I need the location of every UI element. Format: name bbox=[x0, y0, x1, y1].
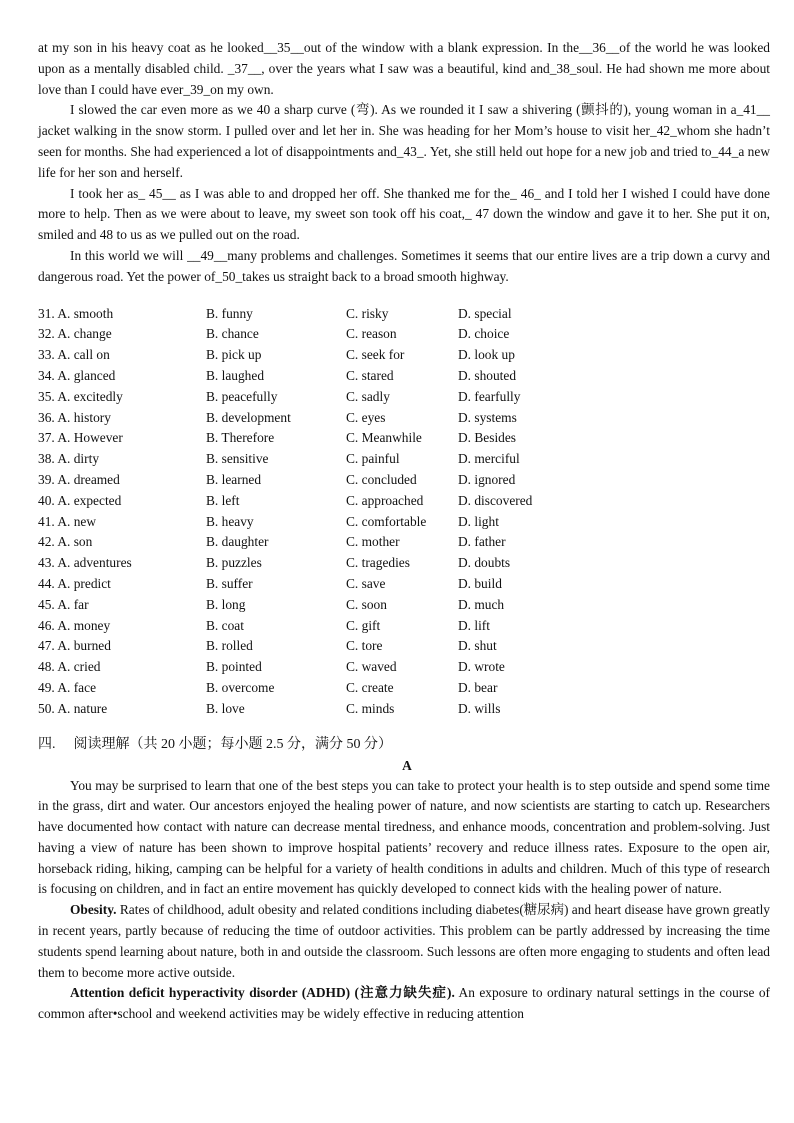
option-d: D. father bbox=[458, 534, 506, 550]
option-row bbox=[38, 532, 770, 553]
option-d: D. wrote bbox=[458, 659, 505, 675]
option-d: D. shut bbox=[458, 638, 497, 654]
reading-paragraph-2 bbox=[38, 900, 770, 983]
option-d: D. merciful bbox=[458, 451, 520, 467]
option-row bbox=[38, 636, 770, 657]
option-a bbox=[38, 657, 206, 678]
option-d: D. build bbox=[458, 575, 502, 591]
adhd-body: An exposure to ordinary natural settings in the course of common after•school and weekend activities may be widely effective in reducing attention bbox=[38, 985, 770, 1022]
option-a bbox=[38, 532, 206, 553]
option-row bbox=[38, 470, 770, 491]
reading-paragraph-3 bbox=[38, 983, 770, 1025]
option-a-text: A. new bbox=[57, 513, 97, 529]
option-d: D. fearfully bbox=[458, 388, 521, 404]
option-a bbox=[38, 345, 206, 366]
option-c: C. sadly bbox=[346, 388, 390, 404]
option-a bbox=[38, 491, 206, 512]
question-number: 48. bbox=[38, 659, 55, 675]
adhd-heading: Attention deficit hyperactivity disorder (ADHD) (注意力缺失症). bbox=[70, 985, 455, 1001]
option-a bbox=[38, 428, 206, 449]
option-a-text: A. excitedly bbox=[57, 388, 123, 404]
option-b: B. heavy bbox=[206, 513, 254, 529]
obesity-body: Rates of childhood, adult obesity and related conditions including diabetes(糖尿病) and heart disease have grown greatly in recent years, partly because of reducing the time of outdoor activities. This problem can be partly addressed by increasing the time students spend learning about nature, both in and outside the classroom. Such lessons are often more engaging to students and often lead them to become more active outside. bbox=[38, 902, 770, 980]
option-b: B. development bbox=[206, 409, 291, 425]
option-a-text: A. dirty bbox=[57, 451, 100, 467]
option-a-text: A. far bbox=[57, 596, 89, 612]
option-a-text: A. expected bbox=[57, 492, 122, 508]
option-c: C. stared bbox=[346, 367, 394, 383]
option-row bbox=[38, 512, 770, 533]
cloze-paragraph-2: I slowed the car even more as we 40 a sharp curve (弯). As we rounded it I saw a shivering (颤抖的), young woman in a_41__ jacket walking in the snow storm. I pulled over and let her in. She was heading for her Mom’s house to visit her_42_whom she hadn’t seen for months. She had experienced a lot of disappointments and_43_. Yet, she still held out hope for a new job and tried to_44_a new life for her son and herself. bbox=[38, 102, 770, 180]
option-c: C. waved bbox=[346, 659, 397, 675]
option-d: D. special bbox=[458, 305, 512, 321]
option-row bbox=[38, 408, 770, 429]
option-row bbox=[38, 304, 770, 325]
option-a bbox=[38, 387, 206, 408]
passage-label: A bbox=[402, 757, 412, 773]
option-row bbox=[38, 491, 770, 512]
option-d: D. look up bbox=[458, 347, 515, 363]
option-b: B. left bbox=[206, 492, 240, 508]
option-c: C. tragedies bbox=[346, 555, 410, 571]
option-a-text: A. call on bbox=[57, 347, 110, 363]
option-c: C. mother bbox=[346, 534, 400, 550]
option-b: B. peacefully bbox=[206, 388, 278, 404]
option-row bbox=[38, 657, 770, 678]
section-heading bbox=[38, 734, 770, 756]
option-a bbox=[38, 408, 206, 429]
option-c: C. concluded bbox=[346, 471, 417, 487]
option-a-text: A. son bbox=[57, 534, 93, 550]
option-c: C. eyes bbox=[346, 409, 386, 425]
question-number: 47. bbox=[38, 638, 55, 654]
option-a-text: A. adventures bbox=[57, 555, 132, 571]
option-a bbox=[38, 324, 206, 345]
option-a-text: A. glanced bbox=[57, 367, 116, 383]
option-a-text: A. dreamed bbox=[57, 471, 120, 487]
option-b: B. daughter bbox=[206, 534, 269, 550]
option-row bbox=[38, 553, 770, 574]
option-c: C. Meanwhile bbox=[346, 430, 422, 446]
option-c: C. seek for bbox=[346, 347, 405, 363]
option-b: B. laughed bbox=[206, 367, 265, 383]
question-number: 35. bbox=[38, 388, 55, 404]
option-c: C. save bbox=[346, 575, 386, 591]
option-a-text: A. predict bbox=[57, 575, 111, 591]
option-a-text: A. change bbox=[57, 326, 112, 342]
option-d: D. choice bbox=[458, 326, 510, 342]
option-b: B. coat bbox=[206, 617, 244, 633]
option-d: D. systems bbox=[458, 409, 517, 425]
option-a-text: A. history bbox=[57, 409, 111, 425]
cloze-paragraph-3: I took her as_ 45__ as I was able to and dropped her off. She thanked me for the_ 46_ and I told her I wished I could have done more to help. Then as we were about to leave, my sweet son took off his coat,_ 47 down the window and gave it to her. She put it on, smiled and 48 to us as we pulled out on the road. bbox=[38, 185, 770, 243]
question-number: 46. bbox=[38, 617, 55, 633]
option-a bbox=[38, 512, 206, 533]
option-d: D. bear bbox=[458, 679, 498, 695]
obesity-heading: Obesity. bbox=[70, 902, 117, 918]
option-c: C. soon bbox=[346, 596, 387, 612]
option-a bbox=[38, 699, 206, 720]
question-number: 43. bbox=[38, 555, 55, 571]
option-a-text: A. money bbox=[57, 617, 111, 633]
option-a-text: A. nature bbox=[57, 700, 108, 716]
question-number: 45. bbox=[38, 596, 55, 612]
option-a bbox=[38, 553, 206, 574]
question-number: 44. bbox=[38, 575, 55, 591]
section-title: 阅读理解（共 20 小题；每小题 2.5 分，满分 50 分） bbox=[73, 736, 392, 752]
option-row bbox=[38, 366, 770, 387]
question-number: 32. bbox=[38, 326, 55, 342]
option-a bbox=[38, 678, 206, 699]
question-number: 34. bbox=[38, 367, 55, 383]
option-a-text: A. However bbox=[57, 430, 123, 446]
cloze-paragraph-4: In this world we will __49__many problems and challenges. Sometimes it seems that our entire lives are a trip down a curvy and dangerous road. Yet the power of_50_takes us straight back to a broad smooth highway. bbox=[38, 247, 770, 284]
option-c: C. tore bbox=[346, 638, 383, 654]
option-b: B. overcome bbox=[206, 679, 275, 695]
option-c: C. gift bbox=[346, 617, 381, 633]
question-number: 38. bbox=[38, 451, 55, 467]
option-row bbox=[38, 387, 770, 408]
option-row bbox=[38, 678, 770, 699]
option-row bbox=[38, 324, 770, 345]
option-d: D. Besides bbox=[458, 430, 517, 446]
option-d: D. ignored bbox=[458, 471, 516, 487]
option-a bbox=[38, 616, 206, 637]
option-a-text: A. cried bbox=[57, 659, 101, 675]
option-a-text: A. smooth bbox=[57, 305, 114, 321]
option-d: D. light bbox=[458, 513, 499, 529]
question-number: 33. bbox=[38, 347, 55, 363]
option-d: D. discovered bbox=[458, 492, 533, 508]
option-c: C. reason bbox=[346, 326, 397, 342]
exam-page bbox=[38, 38, 770, 1025]
question-number: 41. bbox=[38, 513, 55, 529]
option-c: C. create bbox=[346, 679, 394, 695]
option-c: C. minds bbox=[346, 700, 395, 716]
option-a bbox=[38, 304, 206, 325]
section-number: 四. bbox=[38, 736, 56, 752]
option-a bbox=[38, 574, 206, 595]
option-c: C. comfortable bbox=[346, 513, 427, 529]
option-a bbox=[38, 636, 206, 657]
option-a-text: A. burned bbox=[57, 638, 111, 654]
option-b: B. learned bbox=[206, 471, 262, 487]
option-a bbox=[38, 595, 206, 616]
question-number: 42. bbox=[38, 534, 55, 550]
option-a bbox=[38, 366, 206, 387]
option-row bbox=[38, 699, 770, 720]
option-row bbox=[38, 595, 770, 616]
option-row bbox=[38, 449, 770, 470]
option-b: B. sensitive bbox=[206, 451, 269, 467]
option-b: B. pointed bbox=[206, 659, 262, 675]
option-b: B. suffer bbox=[206, 575, 253, 591]
option-a bbox=[38, 470, 206, 491]
option-b: B. love bbox=[206, 700, 245, 716]
option-d: D. doubts bbox=[458, 555, 511, 571]
question-number: 37. bbox=[38, 430, 55, 446]
option-b: B. chance bbox=[206, 326, 259, 342]
option-a-text: A. face bbox=[57, 679, 97, 695]
question-number: 39. bbox=[38, 471, 55, 487]
option-d: D. much bbox=[458, 596, 505, 612]
option-b: B. Therefore bbox=[206, 430, 275, 446]
option-row bbox=[38, 574, 770, 595]
option-c: C. approached bbox=[346, 492, 424, 508]
option-c: C. risky bbox=[346, 305, 389, 321]
option-b: B. pick up bbox=[206, 347, 262, 363]
cloze-options-list bbox=[38, 304, 770, 720]
reading-paragraph-1: You may be surprised to learn that one of the best steps you can take to protect your health is to step outside and spend some time in the grass, dirt and water. Our ancestors enjoyed the healing power of nature, and now scientists are starting to catch up. Researchers have documented how contact with nature can decrease mental tiredness, and enhance moods, concentration and problem-solving. Just having a view of nature has been shown to improve hospital patients’ recovery and reduce illness rates. Exposure to the open air, horseback riding, hiking, camping can be helpful for a variety of health conditions in adults and children. Much of this type of research is focusing on children, and in fact an entire movement has quickly developed to connect kids with the healing power of nature. bbox=[38, 777, 770, 897]
question-number: 40. bbox=[38, 492, 55, 508]
question-number: 50. bbox=[38, 700, 55, 716]
option-b: B. puzzles bbox=[206, 555, 262, 571]
question-number: 36. bbox=[38, 409, 55, 425]
option-row bbox=[38, 428, 770, 449]
option-b: B. rolled bbox=[206, 638, 253, 654]
option-c: C. painful bbox=[346, 451, 400, 467]
question-number: 31. bbox=[38, 305, 55, 321]
option-d: D. lift bbox=[458, 617, 490, 633]
option-row bbox=[38, 345, 770, 366]
option-b: B. long bbox=[206, 596, 246, 612]
option-a bbox=[38, 449, 206, 470]
option-row bbox=[38, 616, 770, 637]
option-d: D. shouted bbox=[458, 367, 517, 383]
option-b: B. funny bbox=[206, 305, 253, 321]
cloze-paragraph-1: at my son in his heavy coat as he looked__35__out of the window with a blank expression. In the__36__of the world he was looked upon as a mentally disabled child. _37__, over the years what I saw was a beautiful, kind and_38_soul. He had shown me more about love than I could have ever_39_on my own. bbox=[38, 40, 770, 97]
question-number: 49. bbox=[38, 679, 55, 695]
option-d: D. wills bbox=[458, 700, 501, 716]
